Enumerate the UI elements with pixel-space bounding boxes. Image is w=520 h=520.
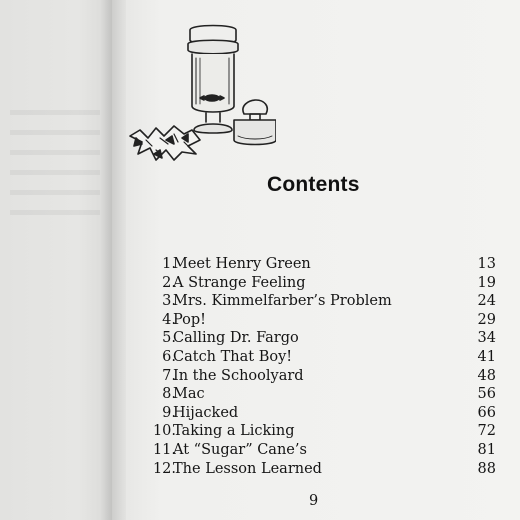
chapter-title: Taking a Licking <box>173 423 295 440</box>
facing-page <box>0 0 112 520</box>
chapter-title: Pop! <box>173 311 207 328</box>
chapter-title: In the Schoolyard <box>173 367 304 384</box>
toc-entry[interactable] <box>128 292 500 311</box>
chapter-page-number: 41 <box>477 348 496 365</box>
chapter-number: 8. <box>162 386 176 403</box>
chapter-title: Catch That Boy! <box>173 348 293 365</box>
chapter-page-number: 34 <box>477 330 496 347</box>
chapter-number: 11. <box>152 441 176 458</box>
chapter-title: Mac <box>173 386 205 403</box>
toc-entry[interactable] <box>128 441 500 460</box>
chapter-page-number: 24 <box>477 293 496 310</box>
chapter-title: Mrs. Kimmelfarber’s Problem <box>173 293 392 310</box>
toc-entry[interactable] <box>128 404 500 423</box>
toc-entry[interactable] <box>128 329 500 348</box>
chapter-number: 3. <box>162 293 176 310</box>
toc-entry[interactable] <box>128 255 500 274</box>
toc-entry[interactable] <box>128 311 500 330</box>
chapter-number: 12. <box>152 460 176 477</box>
chapter-title: At “Sugar” Cane’s <box>173 441 307 458</box>
toc-entry[interactable] <box>128 385 500 404</box>
toc-entry[interactable] <box>128 348 500 367</box>
page-gutter <box>100 0 126 520</box>
contents-heading: Contents <box>267 173 360 196</box>
chapter-number: 1. <box>162 256 176 272</box>
chapter-page-number: 56 <box>477 386 496 403</box>
toc-entry[interactable] <box>128 460 500 479</box>
table-of-contents <box>128 255 500 478</box>
chapter-page-number: 48 <box>477 367 496 384</box>
chapter-title: Calling Dr. Fargo <box>173 330 299 347</box>
chapter-page-number: 81 <box>477 441 496 458</box>
chapter-page-number: 19 <box>477 274 496 291</box>
chapter-number: 6. <box>162 348 176 365</box>
toc-entry[interactable] <box>128 274 500 293</box>
chapter-title: A Strange Feeling <box>173 274 306 291</box>
show-through-text <box>10 110 100 220</box>
chapter-number: 4. <box>162 311 176 328</box>
chapter-title: The Lesson Learned <box>173 460 322 477</box>
chapter-title: Hijacked <box>173 404 239 421</box>
candy-jar-illustration <box>126 14 276 164</box>
toc-entry[interactable] <box>128 367 500 386</box>
page-number: 9 <box>309 493 319 509</box>
chapter-page-number: 13 <box>477 256 496 272</box>
chapter-title: Meet Henry Green <box>173 256 311 272</box>
chapter-page-number: 88 <box>477 460 496 477</box>
chapter-number: 2. <box>162 274 176 291</box>
chapter-page-number: 72 <box>477 423 496 440</box>
chapter-number: 5. <box>162 330 176 347</box>
chapter-page-number: 29 <box>477 311 496 328</box>
chapter-page-number: 66 <box>477 404 496 421</box>
chapter-number: 9. <box>162 404 176 421</box>
chapter-number: 7. <box>162 367 176 384</box>
chapter-number: 10. <box>152 423 176 440</box>
toc-entry[interactable] <box>128 422 500 441</box>
